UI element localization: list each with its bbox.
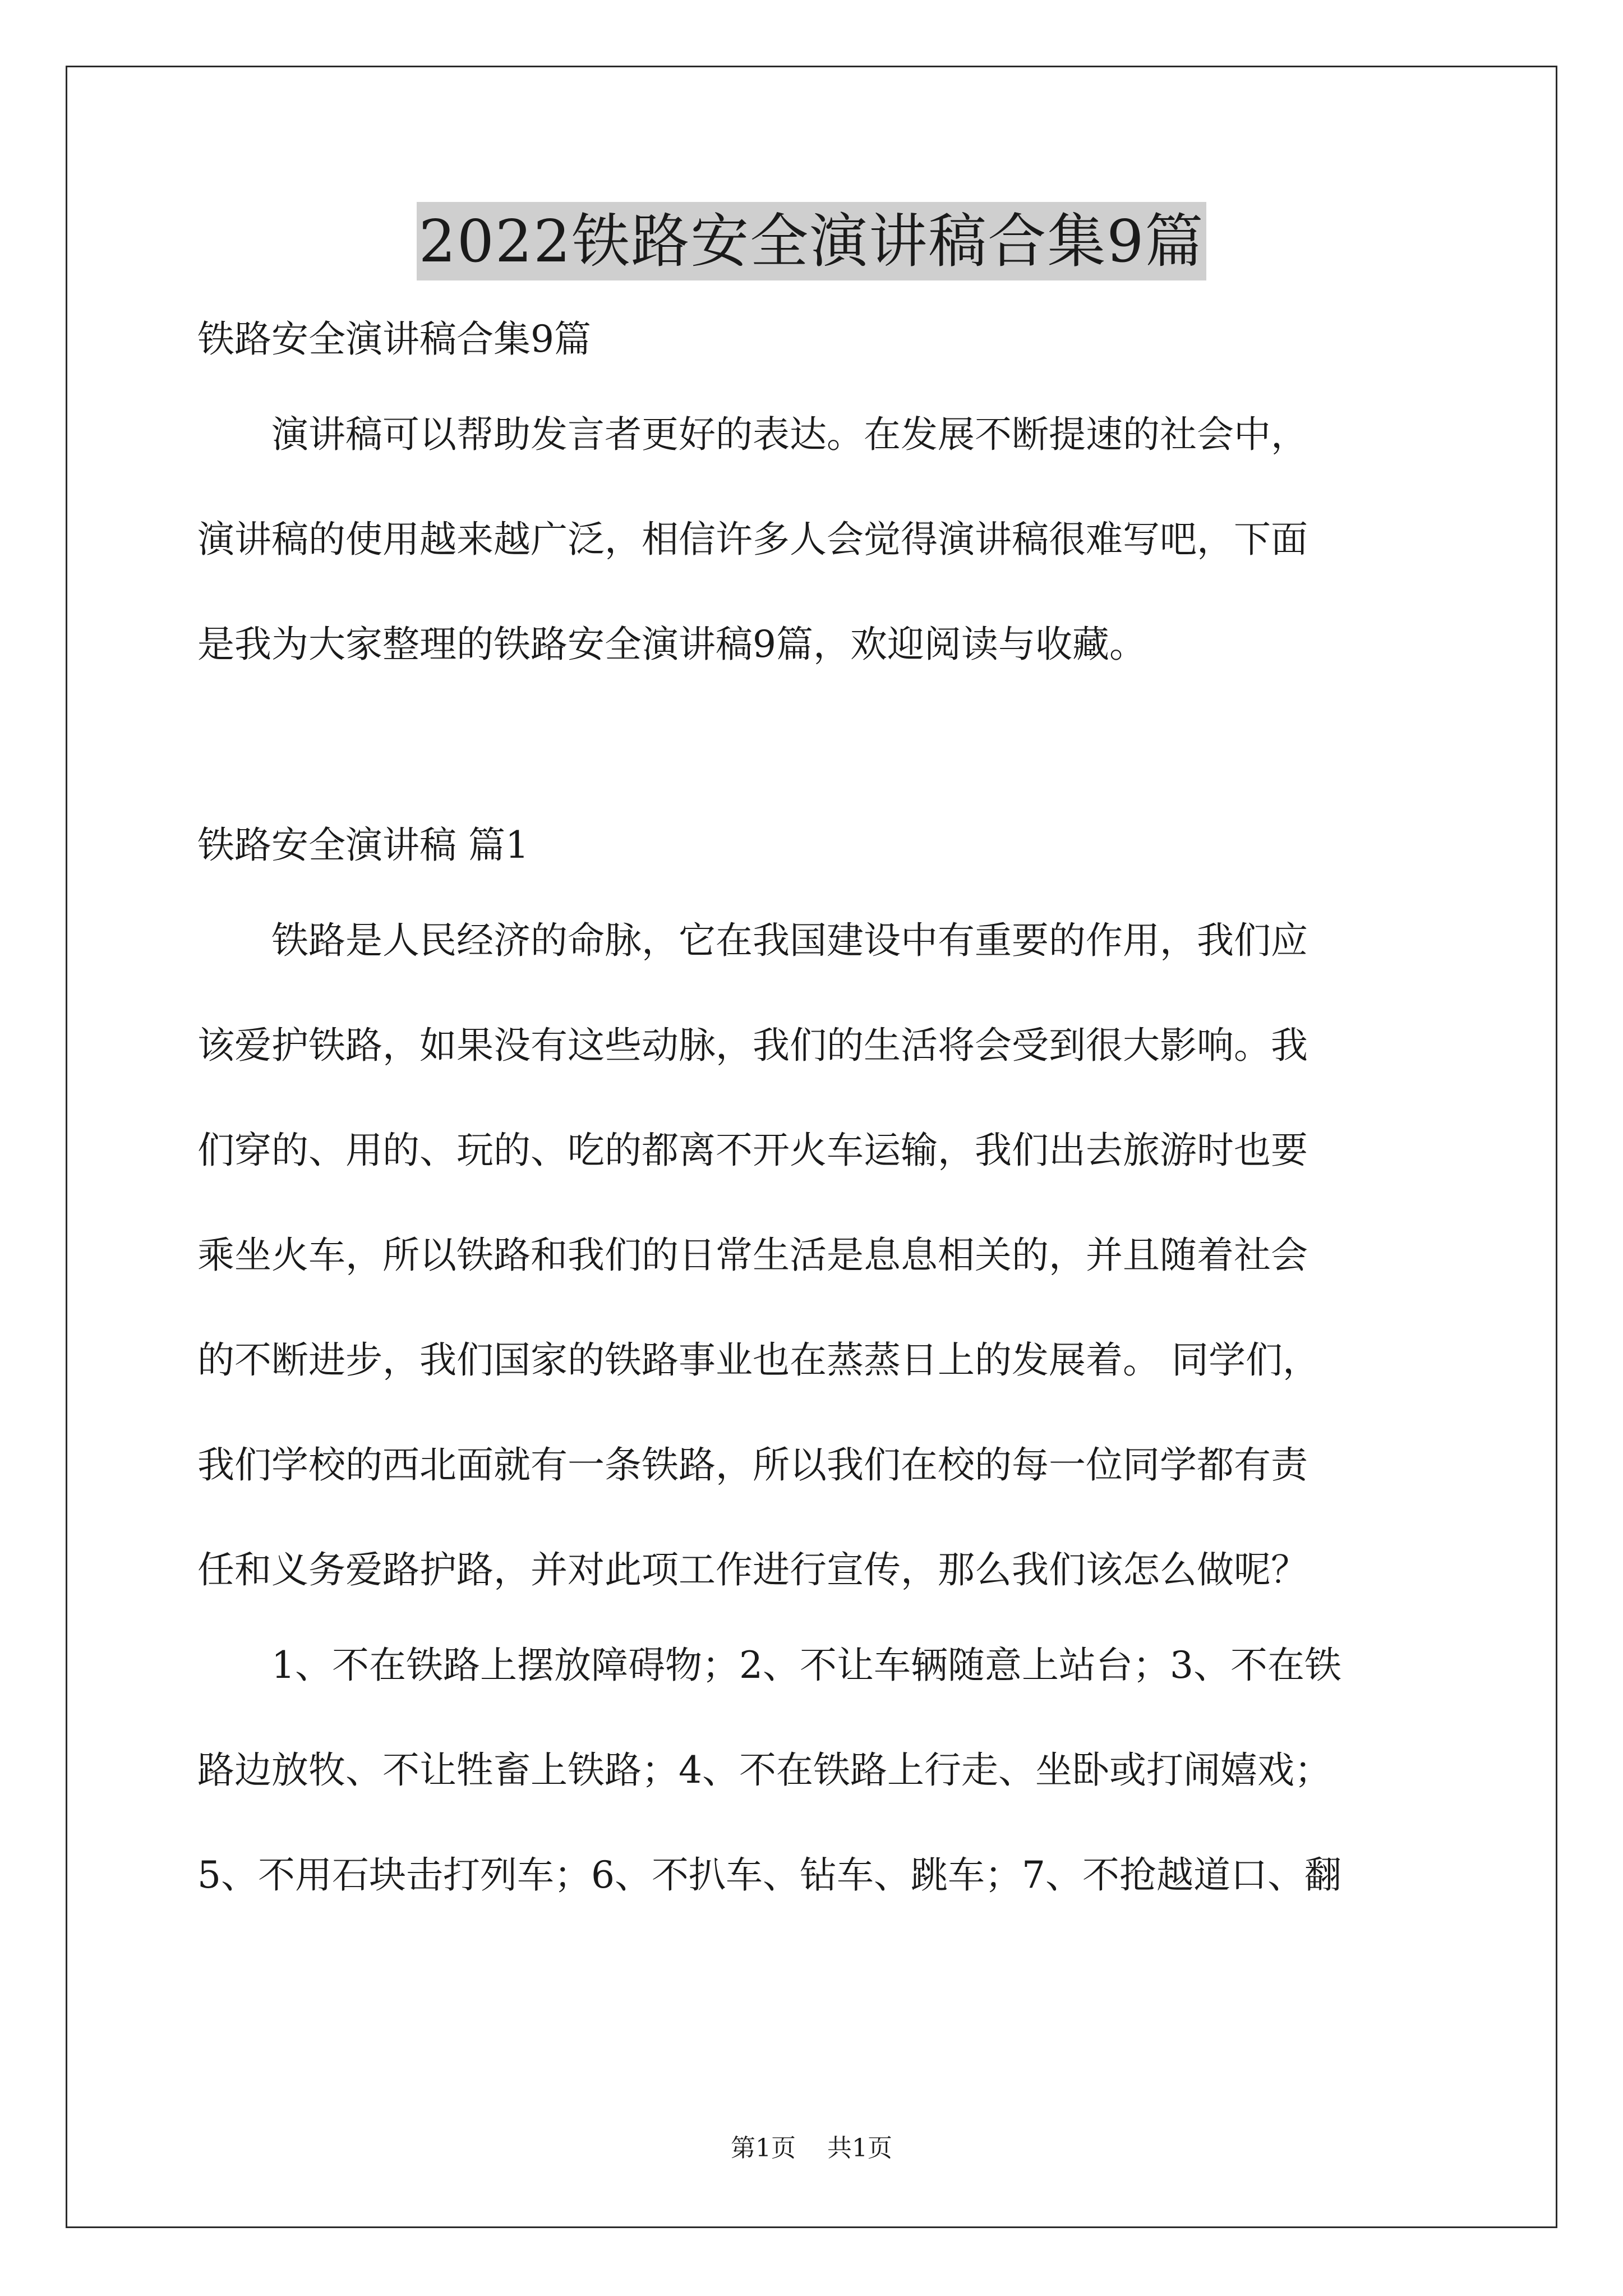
intro-line: 演讲稿的使用越来越广泛，相信许多人会觉得演讲稿很难写吧，下面 bbox=[197, 518, 1308, 561]
body-line: 5、不用石块击打列车；6、不扒车、钻车、跳车；7、不抢越道口、翻 bbox=[197, 1853, 1341, 1897]
body-line: 铁路是人民经济的命脉，它在我国建设中有重要的作用，我们应 bbox=[271, 919, 1308, 962]
body-line: 的不断进步，我们国家的铁路事业也在蒸蒸日上的发展着。 同学们， bbox=[197, 1338, 1320, 1382]
title-container bbox=[0, 202, 1623, 280]
document-subtitle: 铁路安全演讲稿合集9篇 bbox=[197, 318, 591, 361]
document-title: 2022铁路安全演讲稿合集9篇 bbox=[417, 202, 1207, 280]
intro-line: 是我为大家整理的铁路安全演讲稿9篇，欢迎阅读与收藏。 bbox=[197, 623, 1146, 666]
page-footer bbox=[0, 2132, 1623, 2165]
body-paragraph-1 bbox=[197, 915, 1431, 1595]
body-paragraph-2 bbox=[197, 1640, 1431, 1901]
section-heading: 铁路安全演讲稿 篇1 bbox=[197, 823, 529, 867]
body-line: 任和义务爱路护路，并对此项工作进行宣传，那么我们该怎么做呢？ bbox=[197, 1548, 1308, 1591]
body-line: 该爱护铁路，如果没有这些动脉，我们的生活将会受到很大影响。我 bbox=[197, 1024, 1308, 1067]
body-line: 乘坐火车，所以铁路和我们的日常生活是息息相关的，并且随着社会 bbox=[197, 1234, 1308, 1277]
document-body bbox=[197, 314, 1431, 1901]
body-line: 1、不在铁路上摆放障碍物；2、不让车辆随意上站台；3、不在铁 bbox=[271, 1644, 1341, 1687]
body-line: 我们学校的西北面就有一条铁路，所以我们在校的每一位同学都有责 bbox=[197, 1443, 1308, 1487]
body-line: 路边放牧、不让牲畜上铁路；4、不在铁路上行走、坐卧或打闹嬉戏； bbox=[197, 1749, 1331, 1792]
page-total: 共1页 bbox=[827, 2134, 892, 2162]
intro-line: 演讲稿可以帮助发言者更好的表达。在发展不断提速的社会中， bbox=[271, 413, 1308, 456]
intro-paragraph bbox=[197, 409, 1431, 670]
page-number: 第1页 bbox=[731, 2134, 796, 2162]
body-line: 们穿的、用的、玩的、吃的都离不开火车运输，我们出去旅游时也要 bbox=[197, 1129, 1308, 1172]
